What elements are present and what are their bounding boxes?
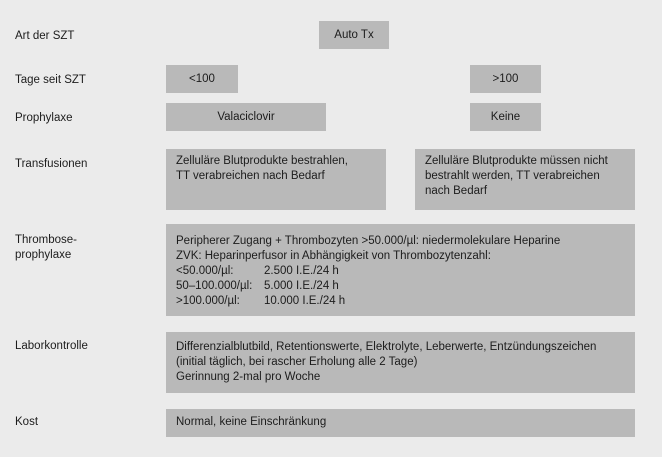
dose-value: 5.000 I.E./24 h <box>264 280 339 292</box>
box-tage-under-100: <100 <box>166 65 238 93</box>
dose-value: 2.500 I.E./24 h <box>264 265 339 277</box>
transfusion-right-line: bestrahlt werden, TT verabreichen <box>425 170 600 182</box>
label-prophylaxe: Prophylaxe <box>15 112 73 124</box>
box-tage-over-100: >100 <box>470 65 541 93</box>
thrombose-line-2: ZVK: Heparinperfusor in Abhängigkeit von Thrombozytenzahl: <box>176 250 491 262</box>
box-transfusion-over-100 <box>415 149 635 210</box>
box-keine: Keine <box>470 103 541 131</box>
labor-line: Differenzialblutbild, Retentionswerte, Elektrolyte, Leberwerte, Entzündungszeichen <box>176 341 597 353</box>
transfusion-left-line: Zelluläre Blutprodukte bestrahlen, <box>176 155 348 167</box>
thrombose-line-1: Peripherer Zugang + Thrombozyten >50.000/µl: niedermolekulare Heparine <box>176 235 561 247</box>
box-thromboseprophylaxe <box>166 224 635 316</box>
label-art-der-szt: Art der SZT <box>15 30 75 42</box>
dose-row <box>176 294 625 309</box>
transfusion-right-line: Zelluläre Blutprodukte müssen nicht <box>425 155 608 167</box>
box-kost: Normal, keine Einschränkung <box>166 409 635 437</box>
box-laborkontrolle <box>166 332 635 393</box>
thrombose-label-line: Thrombose- <box>15 234 77 246</box>
transfusion-right-line: nach Bedarf <box>425 185 488 197</box>
thrombose-label-line: prophylaxe <box>15 249 72 261</box>
box-auto-tx: Auto Tx <box>319 21 389 49</box>
box-valaciclovir: Valaciclovir <box>166 103 326 131</box>
label-kost: Kost <box>15 416 39 428</box>
dose-range: 50–100.000/µl: <box>176 280 253 292</box>
label-laborkontrolle: Laborkontrolle <box>15 340 88 352</box>
label-thromboseprophylaxe <box>15 233 77 263</box>
transfusion-left-line: TT verabreichen nach Bedarf <box>176 170 325 182</box>
box-transfusion-under-100 <box>166 149 386 210</box>
labor-line: (initial täglich, bei rascher Erholung alle 2 Tage) <box>176 356 418 368</box>
labor-line: Gerinnung 2-mal pro Woche <box>176 371 321 383</box>
label-tage-seit-szt: Tage seit SZT <box>15 74 86 86</box>
dose-row <box>176 279 625 294</box>
dose-row <box>176 264 625 279</box>
dose-range: >100.000/µl: <box>176 295 240 307</box>
dose-value: 10.000 I.E./24 h <box>264 295 346 307</box>
dose-range: <50.000/µl: <box>176 265 234 277</box>
label-transfusionen: Transfusionen <box>15 158 88 170</box>
